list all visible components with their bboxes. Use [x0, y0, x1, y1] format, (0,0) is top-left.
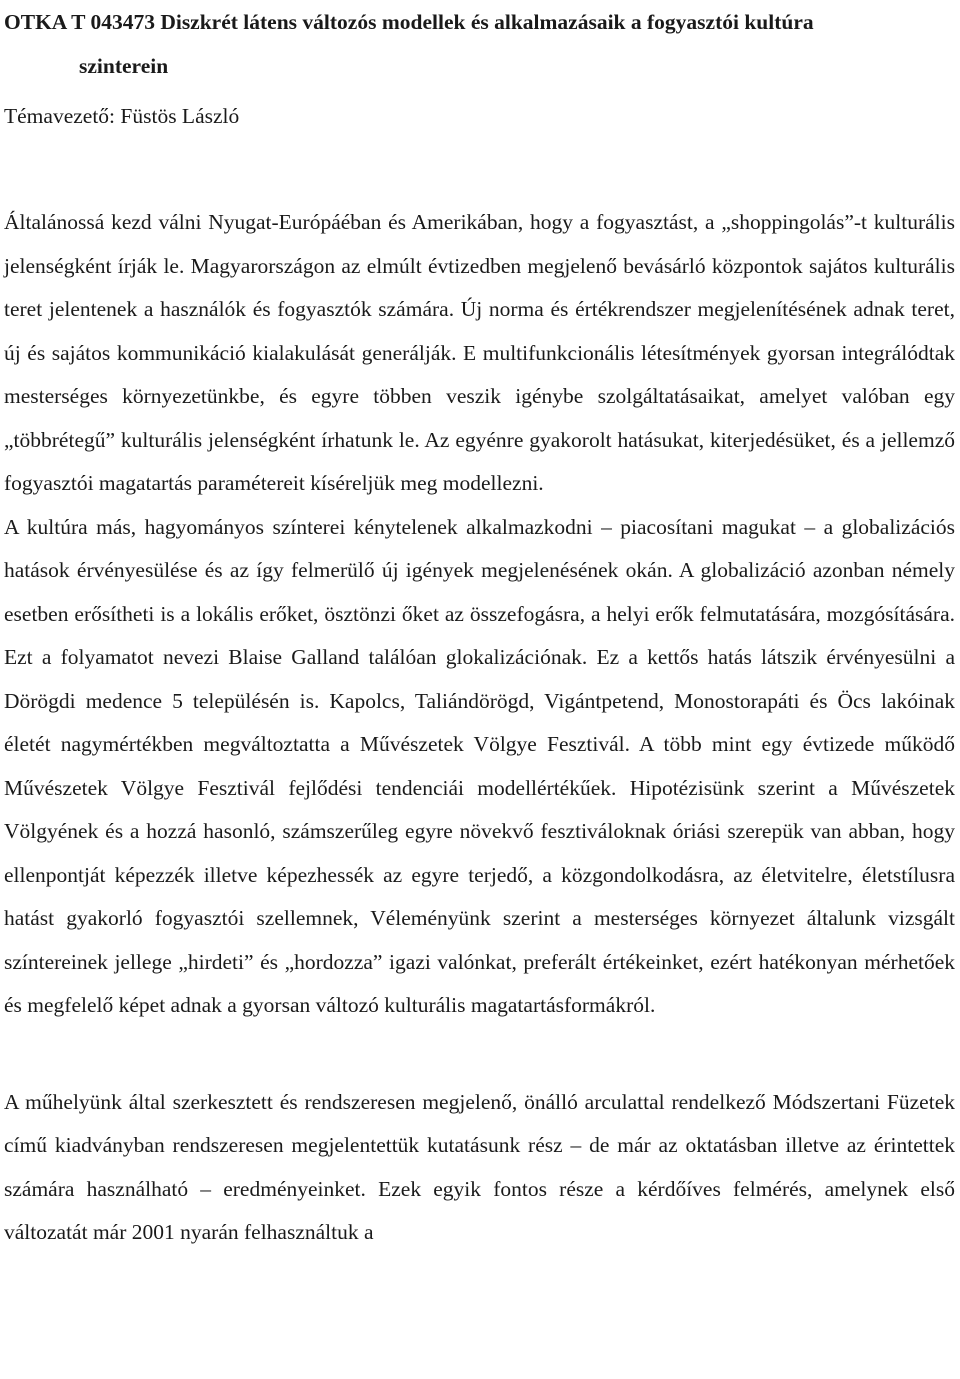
supervisor-line: Témavezető: Füstös László	[4, 104, 240, 128]
document-title-line-2: szinterein	[79, 54, 169, 78]
document-title-line-1: OTKA T 043473 Diszkrét látens változós modellek és alkalmazásaik a fogyasztói kultúra	[4, 10, 814, 34]
paragraph-workshop-publications: A műhelyünk által szerkesztett és rendszeresen megjelenő, önálló arculattal rendelkező Módszertani Füzetek című kiadványban rendszeresen megjelentettük kutatásunk rész – de már az oktatásban illetve az érintettek számára használható – eredményeinket. Ezek egyik fontos része a kérdőíves felmérés, amelynek első változatát már 2001 nyarán felhasználtuk a	[4, 1089, 955, 1244]
paragraph-consumer-culture: Általánossá kezd válni Nyugat-Európáéban és Amerikában, hogy a fogyasztást, a „shoppingolás”-t kulturális jelenségként írják le. Magyarországon az elmúlt évtizedben megjelenő bevásárló központok sajátos kulturális teret jelentenek a használók és fogyasztók számára. Új norma és értékrendszer megjelenítésének adnak teret, új és sajátos kommunikáció kialakulását generálják. E multifunkcionális létesítmények gyorsan integrálódtak mesterséges környezetünkbe, és egyre többen veszik igénybe szolgáltatásaikat, amelyet valóban egy „többrétegű” kulturális jelenségként írhatunk le. Az egyénre gyakorolt hatásukat, kiterjedésüket, és a jellemző fogyasztói magatartás paramétereit kíséreljük meg modellezni.	[4, 210, 955, 495]
document-title	[4, 0, 955, 88]
document-page	[4, 0, 955, 1255]
paragraph-glocalization: A kultúra más, hagyományos színterei kénytelenek alkalmazkodni – piacosítani magukat – a globalizációs hatások érvényesülése és az így felmerülő új igények megjelenésének okán. A globalizáció azonban némely esetben erősítheti is a lokális erőket, ösztönzi őket az összefogásra, a helyi erők felmutatására, mozgósítására. Ezt a folyamatot nevezi Blaise Galland találóan glokalizációnak. Ez a kettős hatás látszik érvényesülni a Dörögdi medence 5 településén is. Kapolcs, Taliándörögd, Vigántpetend, Monostorapáti és Öcs lakóinak életét nagymértékben megváltoztatta a Művészetek Völgye Fesztivál. A több mint egy évtizede működő Művészetek Völgye Fesztivál fejlődési tendenciái modellértékűek. Hipotézisünk szerint a Művészetek Völgyének és a hozzá hasonló, számszerűleg egyre növekvő fesztiváloknak óriási szerepük van abban, hogy ellenpontját képezzék illetve képezhessék az egyre terjedő, a közgondolkodásra, az életvitelre, életstílusra hatást gyakorló fogyasztói szellemnek, Véleményünk szerint a mesterséges környezet általunk vizsgált színtereinek jellege „hirdeti” és „hordozza” igazi valónkat, preferált értékeinket, ezért hatékonyan mérhetőek és megfelelő képet adnak a gyorsan változó kulturális magatartásformákról.	[4, 514, 955, 1017]
